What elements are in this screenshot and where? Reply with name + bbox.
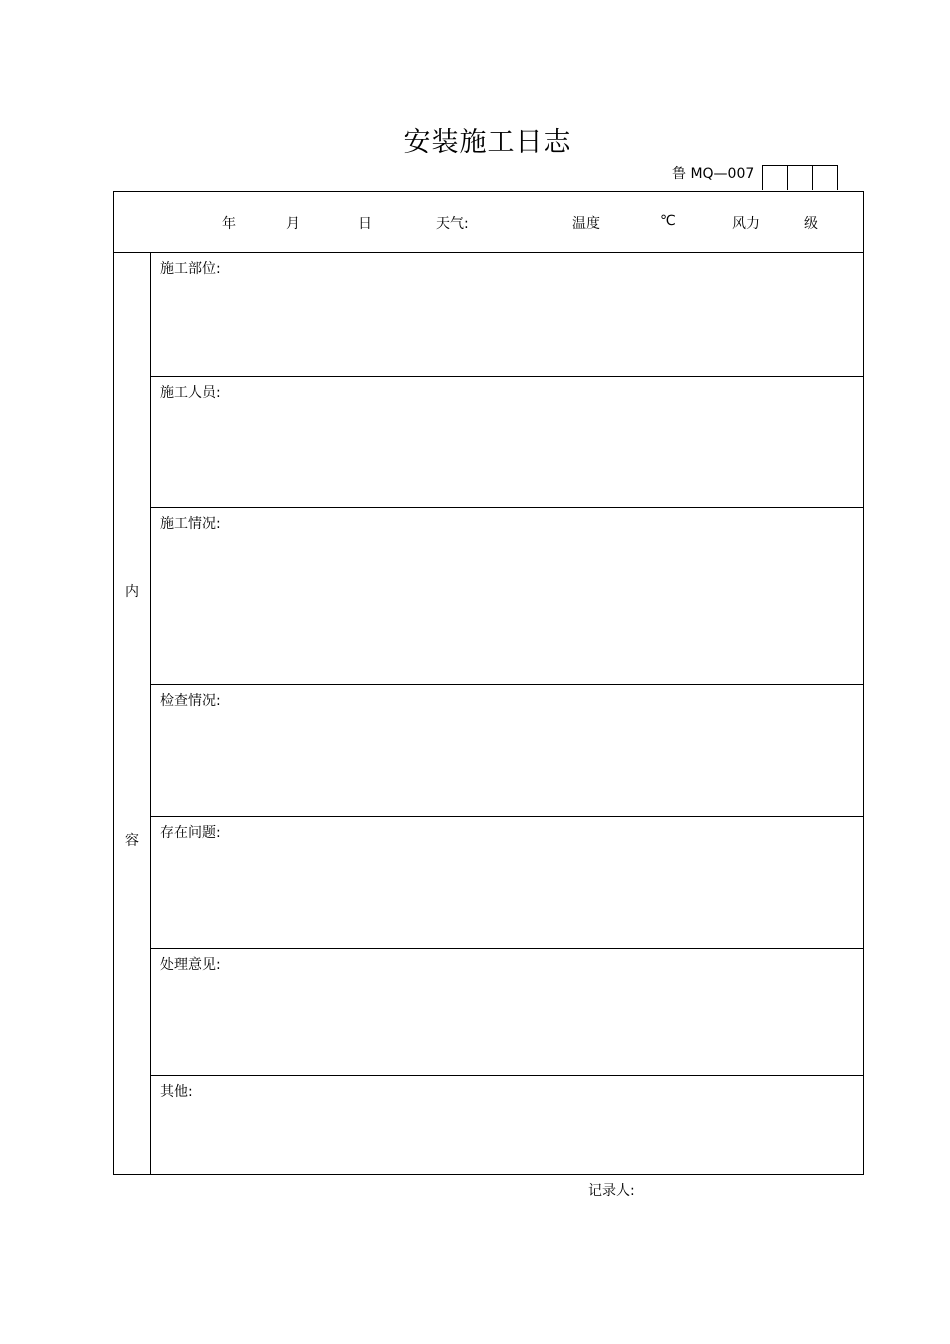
section-label: 施工人员: [160,385,221,401]
year-label: 年 [222,216,236,232]
side-char-bottom: 容 [125,833,139,849]
celsius-label: ℃ [660,213,676,229]
code-box[interactable] [813,166,837,190]
code-box[interactable] [763,166,788,190]
wind-label: 风力 [732,216,760,232]
log-table [113,191,864,1175]
section-construction-progress[interactable] [151,508,863,685]
section-label: 检查情况: [160,693,221,709]
section-inspection[interactable] [151,685,863,817]
section-construction-staff[interactable] [151,377,863,508]
code-boxes [762,165,838,190]
section-other[interactable] [151,1076,863,1174]
section-label: 施工情况: [160,516,221,532]
day-label: 日 [358,216,372,232]
section-handling[interactable] [151,949,863,1076]
header-row [114,192,863,253]
content-side-column [114,253,151,1174]
side-char-top: 内 [125,584,139,600]
weather-label: 天气: [436,216,469,232]
page-title: 安装施工日志 [403,127,572,158]
wind-level-label: 级 [804,216,818,232]
section-construction-part[interactable] [151,253,863,377]
section-label: 存在问题: [160,825,221,841]
section-issues[interactable] [151,817,863,949]
section-label: 施工部位: [160,261,221,277]
section-label: 其他: [160,1084,193,1100]
section-label: 处理意见: [160,957,221,973]
code-box[interactable] [788,166,813,190]
month-label: 月 [286,216,300,232]
recorder-label: 记录人: [588,1183,635,1199]
form-code: 鲁 MQ—007 [672,166,755,182]
temperature-label: 温度 [572,216,600,232]
